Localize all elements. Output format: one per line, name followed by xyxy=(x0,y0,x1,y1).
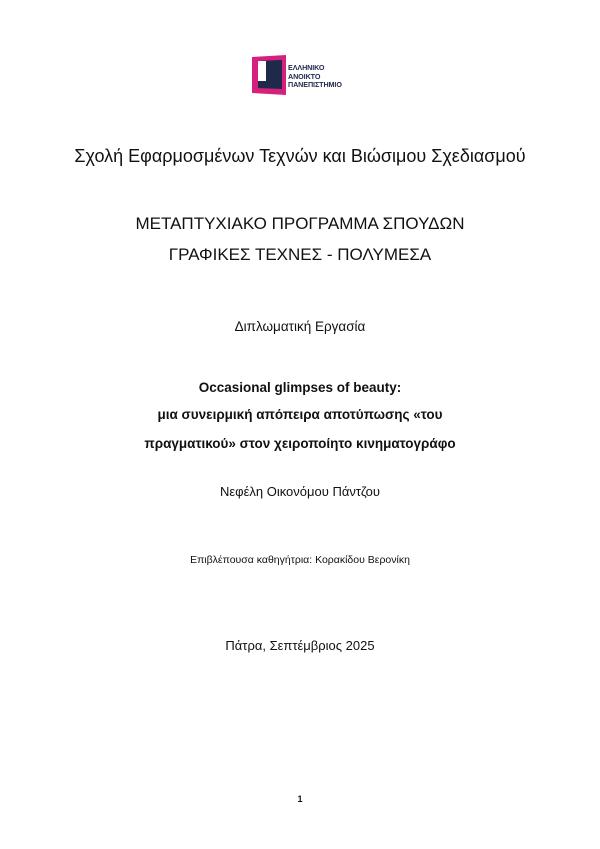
program-name: ΜΕΤΑΠΤΥΧΙΑΚΟ ΠΡΟΓΡΑΜΜΑ ΣΠΟΥΔΩΝ xyxy=(135,214,465,233)
university-logo-text xyxy=(288,64,358,90)
logo-line-3: ΠΑΝΕΠΙΣΤΗΜΙΟ xyxy=(288,80,342,90)
thesis-type: Διπλωματική Εργασία xyxy=(234,319,366,334)
specialty-name: ΓΡΑΦΙΚΕΣ ΤΕΧΝΕΣ - ΠΟΛΥΜΕΣΑ xyxy=(168,245,432,264)
school-name: Σχολή Εφαρμοσμένων Τεχνών και Βιώσιμου Σχεδιασμού xyxy=(74,146,526,166)
place-date: Πάτρα, Σεπτέμβριος 2025 xyxy=(225,638,375,653)
logo-line-1: ΕΛΛΗΝΙΚΟ xyxy=(288,63,325,72)
thesis-title-line-2: μια συνειρμική απόπειρα αποτύπωσης «του xyxy=(157,407,443,422)
supervisor-name: Επιβλέπουσα καθηγήτρια: Κορακίδου Βερονίκη xyxy=(190,554,410,566)
thesis-title-line-1: Occasional glimpses of beauty: xyxy=(198,380,402,395)
logo-line-2: ΑΝΟΙΚΤΟ xyxy=(288,71,321,81)
university-logo xyxy=(252,55,352,97)
university-logo-icon xyxy=(252,55,286,95)
thesis-title-line-3: πραγματικού» στον χειροποίητο κινηματογράφο xyxy=(144,436,456,451)
page-number: 1 xyxy=(297,794,303,804)
author-name: Νεφέλη Οικονόμου Πάντζου xyxy=(219,484,381,499)
